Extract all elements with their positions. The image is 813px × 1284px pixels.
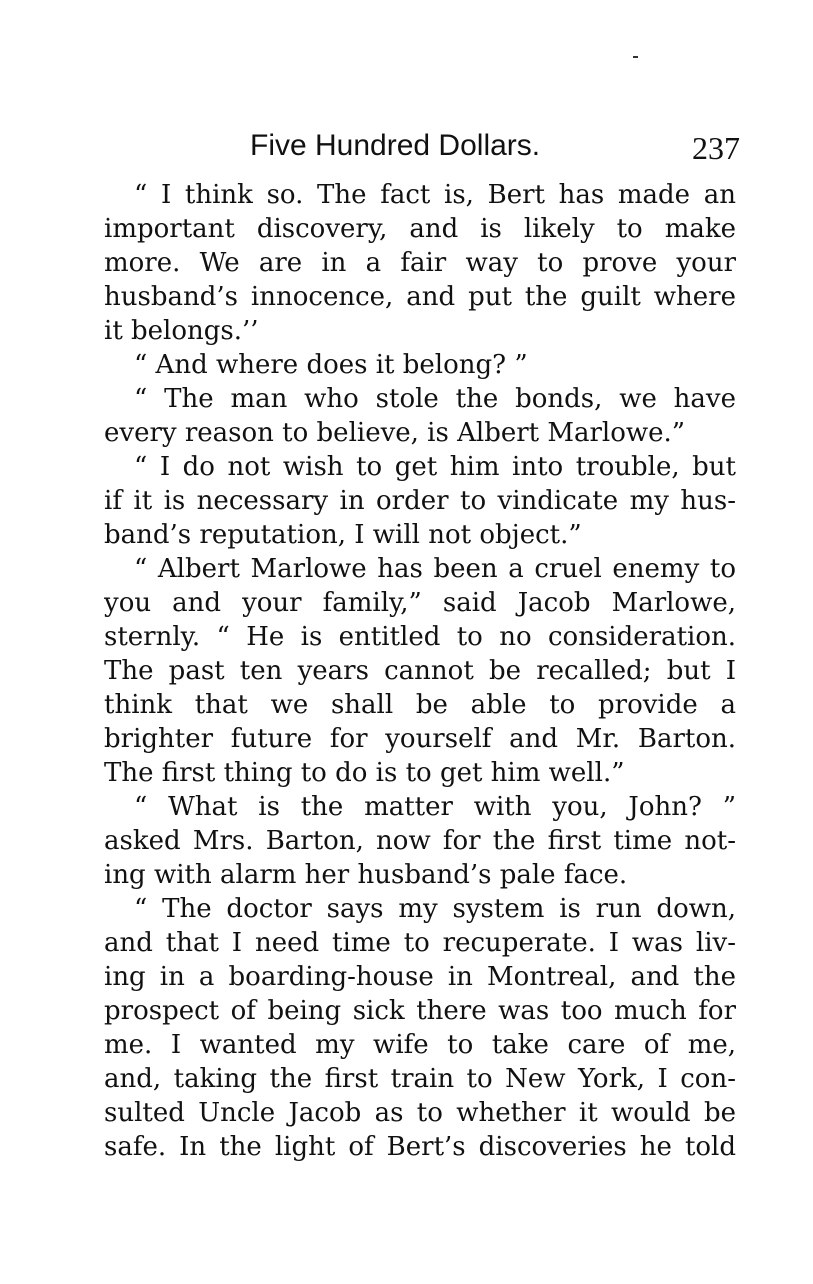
text-line: “ Albert Marlowe has been a cruel enemy to — [134, 554, 736, 584]
text-line: sternly. “ He is entitled to no consideration. — [104, 622, 736, 652]
page-header — [104, 126, 740, 166]
body-text — [104, 178, 736, 1164]
text-line: brighter future for yourself and Mr. Barton. — [104, 724, 736, 754]
text-line: band’s reputation, I will not object.” — [104, 520, 582, 550]
text-line: if it is necessary in order to vindicate my hus- — [104, 486, 736, 516]
text-line: “ The man who stole the bonds, we have — [134, 384, 736, 414]
text-line: more. We are in a fair way to prove your — [104, 248, 736, 278]
text-line: prospect of being sick there was too much for — [104, 996, 736, 1026]
running-title: Five Hundred Dollars. — [250, 129, 541, 162]
text-line: and that I need time to recuperate. I was liv- — [104, 928, 736, 958]
text-line: every reason to believe, is Albert Marlowe.” — [104, 418, 686, 448]
text-line: The past ten years cannot be recalled; but I — [104, 656, 736, 686]
text-line: think that we shall be able to provide a — [104, 690, 736, 720]
text-line: The first thing to do is to get him well.” — [104, 758, 625, 788]
text-line: “ What is the matter with you, John? ” — [134, 792, 736, 822]
text-line: safe. In the light of Bert’s discoveries he told — [104, 1132, 736, 1162]
text-line: important discovery, and is likely to make — [104, 214, 736, 244]
text-line: “ The doctor says my system is run down, — [134, 894, 736, 924]
text-line: me. I wanted my wife to take care of me, — [104, 1030, 736, 1060]
text-line: ing in a boarding-house in Montreal, and the — [104, 962, 736, 992]
text-line: sulted Uncle Jacob as to whether it would be — [104, 1098, 736, 1128]
text-line: husband’s innocence, and put the guilt where — [104, 282, 736, 312]
text-line: it belongs.’’ — [104, 316, 259, 346]
text-line: and, taking the first train to New York, I con- — [104, 1064, 736, 1094]
text-line: “ I think so. The fact is, Bert has made an — [134, 180, 736, 210]
text-line: asked Mrs. Barton, now for the first time not- — [104, 826, 736, 856]
page-number: 237 — [692, 130, 740, 166]
text-line: “ And where does it belong? ” — [134, 350, 528, 380]
text-line: ing with alarm her husband’s pale face. — [104, 860, 628, 890]
text-line: “ I do not wish to get him into trouble, but — [134, 452, 736, 482]
print-speck — [633, 56, 638, 58]
text-line: you and your family,” said Jacob Marlowe, — [104, 588, 736, 618]
